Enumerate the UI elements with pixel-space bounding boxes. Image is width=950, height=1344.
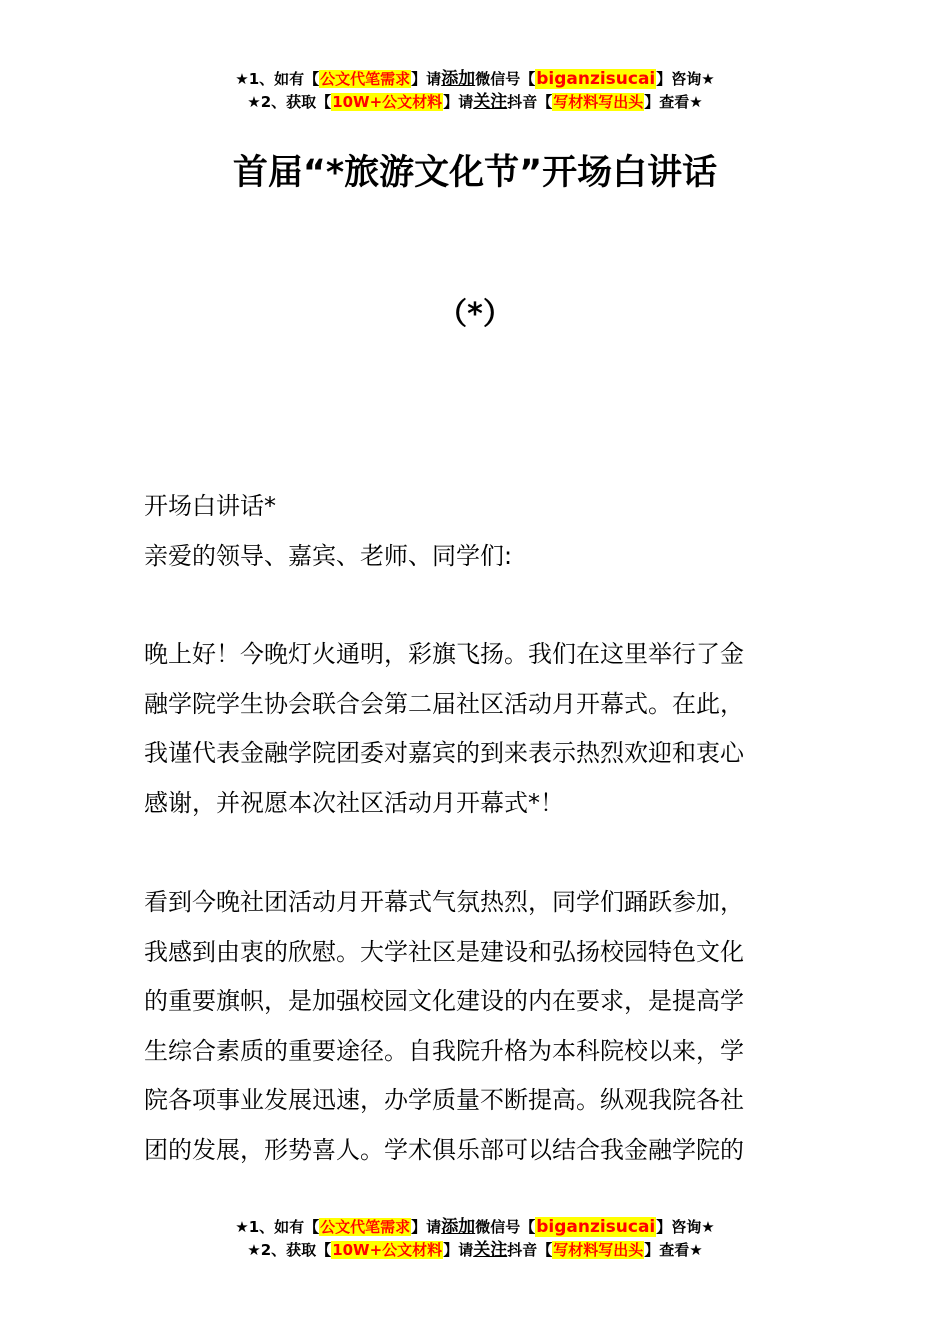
promo-text: 微信号【 bbox=[475, 1218, 536, 1236]
promo-text: 抖音【 bbox=[507, 93, 553, 111]
promo-banner-top bbox=[0, 68, 950, 114]
document-subtitle: （*） bbox=[437, 297, 513, 332]
promo-text: ★2、获取【 bbox=[247, 1241, 332, 1259]
promo-underline: 关注 bbox=[473, 92, 508, 112]
promo-text: 】咨询★ bbox=[656, 1218, 715, 1236]
promo-banner-bottom bbox=[0, 1216, 950, 1262]
paragraph-line: 感谢，并祝愿本次社区活动月开幕式*！ bbox=[144, 788, 564, 817]
promo-underline: 关注 bbox=[473, 1240, 508, 1260]
promo-highlight: 公文代笔需求 bbox=[320, 70, 411, 88]
promo-text: 】请 bbox=[443, 1241, 474, 1259]
speech-heading: 开场白讲话* bbox=[144, 492, 276, 520]
promo-text: 】请 bbox=[411, 70, 442, 88]
salutation: 亲爱的领导、嘉宾、老师、同学们: bbox=[144, 541, 513, 570]
paragraph-line: 我谨代表金融学院团委对嘉宾的到来表示热烈欢迎和衷心 bbox=[144, 739, 744, 767]
intro-block bbox=[144, 482, 806, 581]
promo-text: 】请 bbox=[443, 93, 474, 111]
promo-text: ★1、如有【 bbox=[235, 1218, 320, 1236]
paragraph-line: 院各项事业发展迅速，办学质量不断提高。纵观我院各社 bbox=[144, 1086, 744, 1114]
promo-highlight: 写材料写出头 bbox=[553, 1241, 644, 1259]
promo-underline: 添加 bbox=[441, 1217, 476, 1237]
promo-text: 】查看★ bbox=[644, 1241, 703, 1259]
promo-text: ★2、获取【 bbox=[247, 93, 332, 111]
paragraph-line: 晚上好！今晚灯火通明，彩旗飞扬。我们在这里举行了金 bbox=[144, 640, 744, 668]
promo-underline: 添加 bbox=[441, 69, 476, 89]
promo-highlight: 公文代笔需求 bbox=[320, 1218, 411, 1236]
promo-line-1 bbox=[0, 68, 950, 91]
promo-text: 微信号【 bbox=[475, 70, 536, 88]
promo-text: 】咨询★ bbox=[656, 70, 715, 88]
paragraph-line: 我感到由衷的欣慰。大学社区是建设和弘扬校园特色文化 bbox=[144, 937, 744, 966]
promo-text: 抖音【 bbox=[507, 1241, 553, 1259]
paragraph-2 bbox=[144, 878, 806, 1175]
promo-line-1 bbox=[0, 1216, 950, 1239]
promo-text: ★1、如有【 bbox=[235, 70, 320, 88]
paragraph-1 bbox=[144, 630, 806, 828]
promo-line-2 bbox=[0, 91, 950, 114]
paragraph-line: 团的发展，形势喜人。学术俱乐部可以结合我金融学院的 bbox=[144, 1135, 744, 1164]
promo-highlight: 写材料写出头 bbox=[553, 93, 644, 111]
promo-highlight: 10W+公文材料 bbox=[332, 93, 443, 111]
promo-text: 】请 bbox=[411, 1218, 442, 1236]
paragraph-line: 生综合素质的重要途径。自我院升格为本科院校以来，学 bbox=[144, 1036, 744, 1065]
paragraph-line: 看到今晚社团活动月开幕式气氛热烈，同学们踊跃参加， bbox=[144, 888, 744, 916]
document-title: 首届“*旅游文化节”开场白讲话 bbox=[232, 153, 718, 193]
promo-highlight: biganzisucai bbox=[536, 69, 656, 89]
paragraph-line: 的重要旗帜，是加强校园文化建设的内在要求，是提高学 bbox=[144, 987, 744, 1015]
promo-line-2 bbox=[0, 1239, 950, 1262]
paragraph-line: 融学院学生协会联合会第二届社区活动月开幕式。在此， bbox=[144, 689, 744, 718]
promo-text: 】查看★ bbox=[644, 93, 703, 111]
promo-highlight: biganzisucai bbox=[536, 1217, 656, 1237]
promo-highlight: 10W+公文材料 bbox=[332, 1241, 443, 1259]
